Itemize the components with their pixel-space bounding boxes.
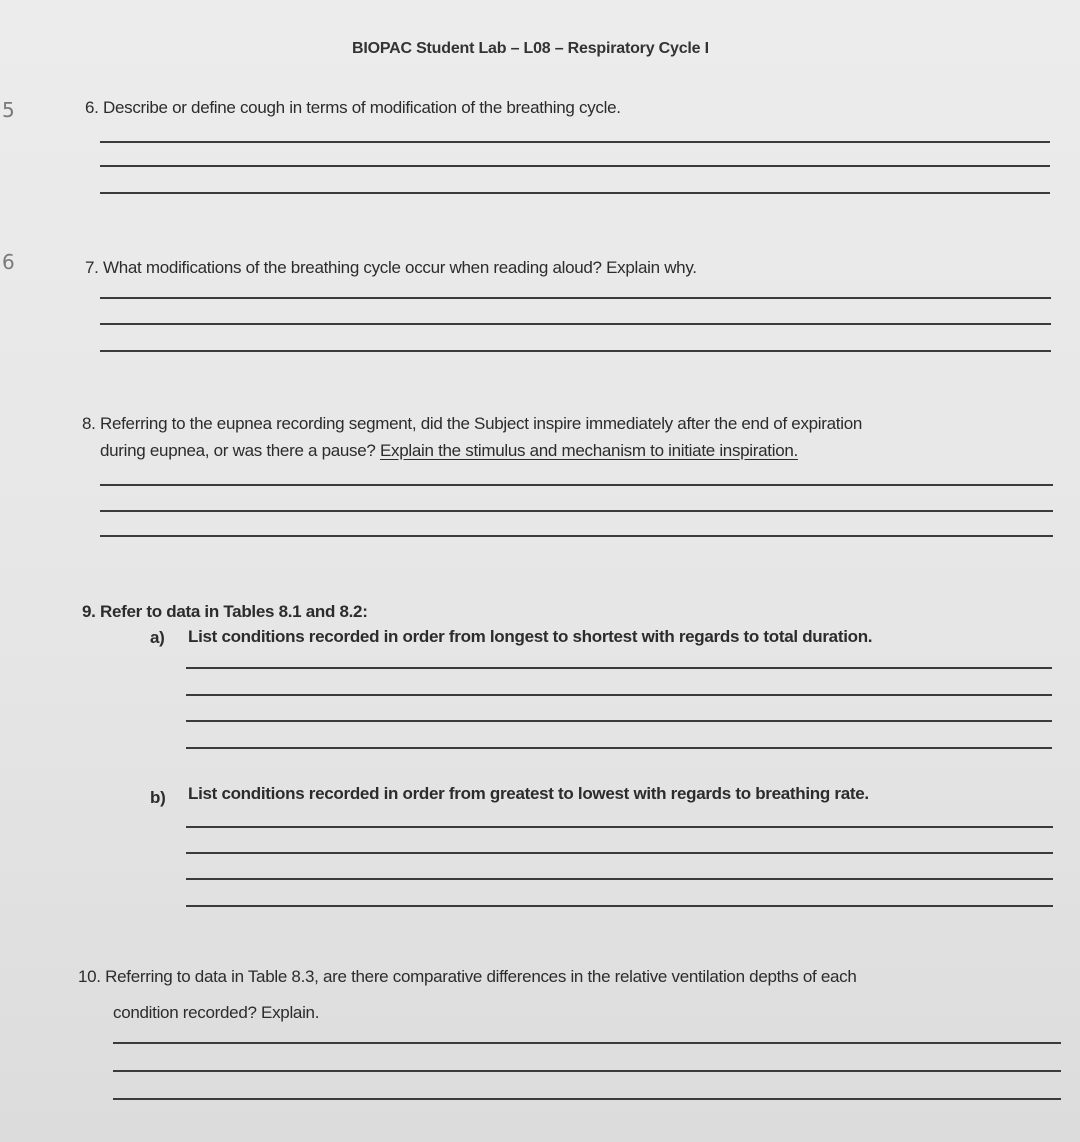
answer-line[interactable] [186,747,1052,749]
question-9-text: 9. Refer to data in Tables 8.1 and 8.2: [82,602,368,621]
answer-line[interactable] [186,694,1052,696]
answer-line[interactable] [100,484,1053,486]
answer-line[interactable] [113,1098,1061,1100]
question-8-line-2-underlined: Explain the stimulus and mechanism to initiate inspiration. [380,441,798,460]
answer-line[interactable] [186,720,1052,722]
question-9a-text: List conditions recorded in order from longest to shortest with regards to total duration. [188,627,873,646]
question-10-line-1: 10. Referring to data in Table 8.3, are there comparative differences in the relative ventilation depths of each [78,967,857,986]
answer-line[interactable] [100,350,1051,352]
answer-line[interactable] [100,323,1051,325]
answer-line[interactable] [186,852,1053,854]
answer-line[interactable] [186,826,1053,828]
question-8-line-1: 8. Referring to the eupnea recording segment, did the Subject inspire immediately after the end of expiration [82,414,862,433]
page-title: BIOPAC Student Lab – L08 – Respiratory Cycle I [352,40,709,57]
question-9b-text: List conditions recorded in order from greatest to lowest with regards to breathing rate. [188,784,869,803]
answer-line[interactable] [100,192,1050,194]
answer-line[interactable] [113,1070,1061,1072]
answer-line[interactable] [186,905,1053,907]
answer-line[interactable] [186,878,1053,880]
margin-mark-q6: 5 [2,98,15,122]
answer-line[interactable] [100,165,1050,167]
margin-mark-q7: 6 [2,250,15,274]
question-9b-label: b) [150,788,166,807]
question-8-line-2 [100,441,798,461]
answer-line[interactable] [100,297,1051,299]
answer-line[interactable] [113,1042,1061,1044]
answer-line[interactable] [100,510,1053,512]
answer-line[interactable] [100,141,1050,143]
answer-line[interactable] [186,667,1052,669]
answer-line[interactable] [100,535,1053,537]
question-8-line-2-plain: during eupnea, or was there a pause? [100,441,376,460]
question-9a-label: a) [150,628,165,647]
question-7-text: 7. What modifications of the breathing cycle occur when reading aloud? Explain why. [85,258,697,277]
question-10-line-2: condition recorded? Explain. [113,1003,320,1022]
question-6-text: 6. Describe or define cough in terms of modification of the breathing cycle. [85,98,621,117]
